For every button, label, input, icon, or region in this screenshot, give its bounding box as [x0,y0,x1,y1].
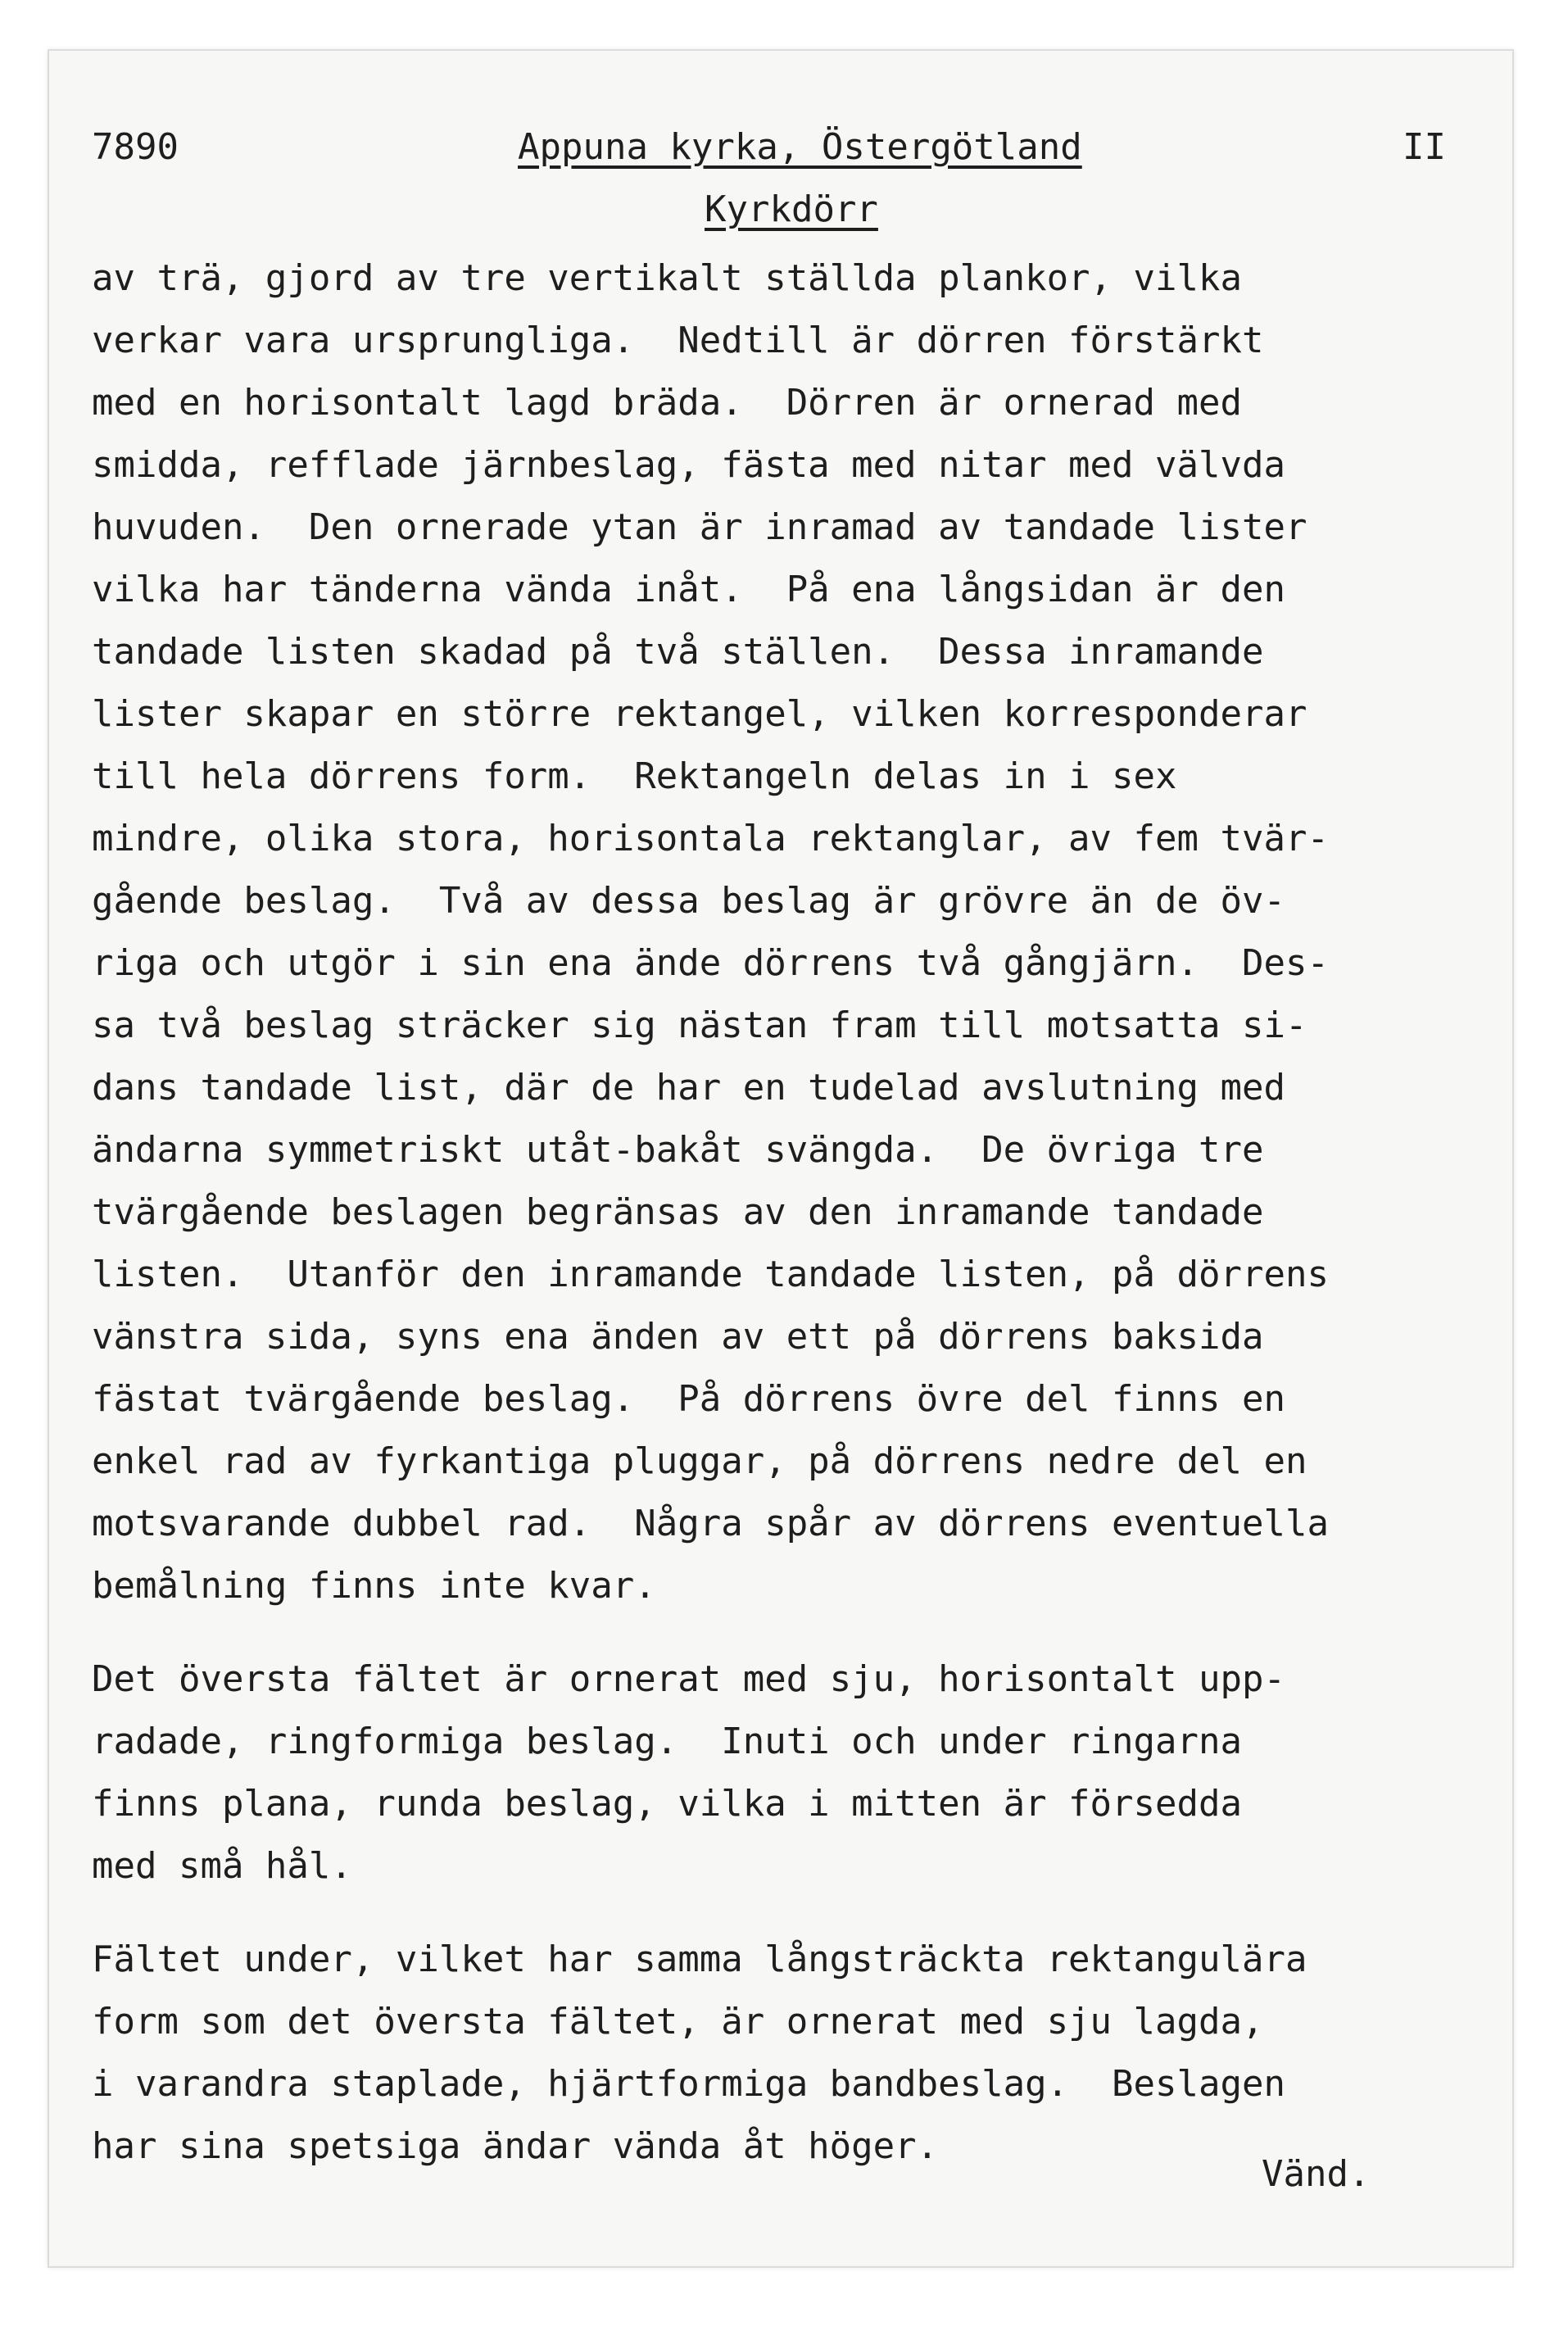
card-number: 7890 [92,126,179,168]
card-title: Appuna kyrka, Östergötland [518,126,1082,168]
text-line: verkar vara ursprungliga. Nedtill är dörren förstärkt [92,320,1264,361]
text-line: bemålning finns inte kvar. [92,1565,656,1607]
text-line: lister skapar en större rektangel, vilken korresponderar [92,693,1307,735]
page-number: II [1403,126,1446,168]
text-line: fästat tvärgående beslag. På dörrens övre del finns en [92,1378,1285,1420]
text-line: radade, ringformiga beslag. Inuti och under ringarna [92,1721,1242,1762]
card-header [92,126,1484,175]
text-line: har sina spetsiga ändar vända åt höger. [92,2125,939,2167]
text-line: finns plana, runda beslag, vilka i mitten är försedda [92,1783,1242,1825]
text-line: av trä, gjord av tre vertikalt ställda plankor, vilka [92,257,1242,299]
text-line: Fältet under, vilket har samma långsträckta rektangulära [92,1938,1307,1980]
text-line: motsvarande dubbel rad. Några spår av dörrens eventuella [92,1503,1329,1544]
paragraph-3 [92,1929,1484,2178]
text-line: vänstra sida, syns ena änden av ett på dörrens baksida [92,1316,1264,1358]
paragraph-1 [92,247,1484,1617]
text-line: till hela dörrens form. Rektangeln delas in i sex [92,755,1177,797]
text-line: tandade listen skadad på två ställen. Dessa inramande [92,631,1264,673]
text-line: sa två beslag sträcker sig nästan fram till motsatta si- [92,1004,1307,1046]
text-line: tvärgående beslagen begränsas av den inramande tandade [92,1191,1264,1233]
text-line: smidda, refflade järnbeslag, fästa med nitar med välvda [92,444,1285,486]
text-line: i varandra staplade, hjärtformiga bandbeslag. Beslagen [92,2063,1285,2105]
card-subtitle: Kyrkdörr [705,188,878,230]
text-line: riga och utgör i sin ena ände dörrens två gångjärn. Des- [92,942,1329,984]
text-line: listen. Utanför den inramande tandade listen, på dörrens [92,1254,1329,1295]
index-card [48,49,1514,2268]
text-line: dans tandade list, där de har en tudelad avslutning med [92,1067,1285,1109]
text-line: ändarna symmetriskt utåt-bakåt svängda. De övriga tre [92,1129,1264,1171]
paragraph-2 [92,1648,1484,1898]
body-text [92,247,1484,2209]
text-line: med små hål. [92,1845,352,1887]
text-line: Det översta fältet är ornerat med sju, horisontalt upp- [92,1658,1285,1700]
text-line: huvuden. Den ornerade ytan är inramad av tandade lister [92,506,1307,548]
text-line: gående beslag. Två av dessa beslag är grövre än de öv- [92,880,1285,922]
text-line: form som det översta fältet, är ornerat med sju lagda, [92,2001,1264,2043]
text-line: enkel rad av fyrkantiga pluggar, på dörrens nedre del en [92,1440,1307,1482]
text-line: vilka har tänderna vända inåt. På ena långsidan är den [92,569,1285,610]
text-line: mindre, olika stora, horisontala rektanglar, av fem tvär- [92,818,1329,859]
turn-over-note: Vänd. [1262,2153,1371,2195]
text-line: med en horisontalt lagd bräda. Dörren är ornerad med [92,382,1242,424]
